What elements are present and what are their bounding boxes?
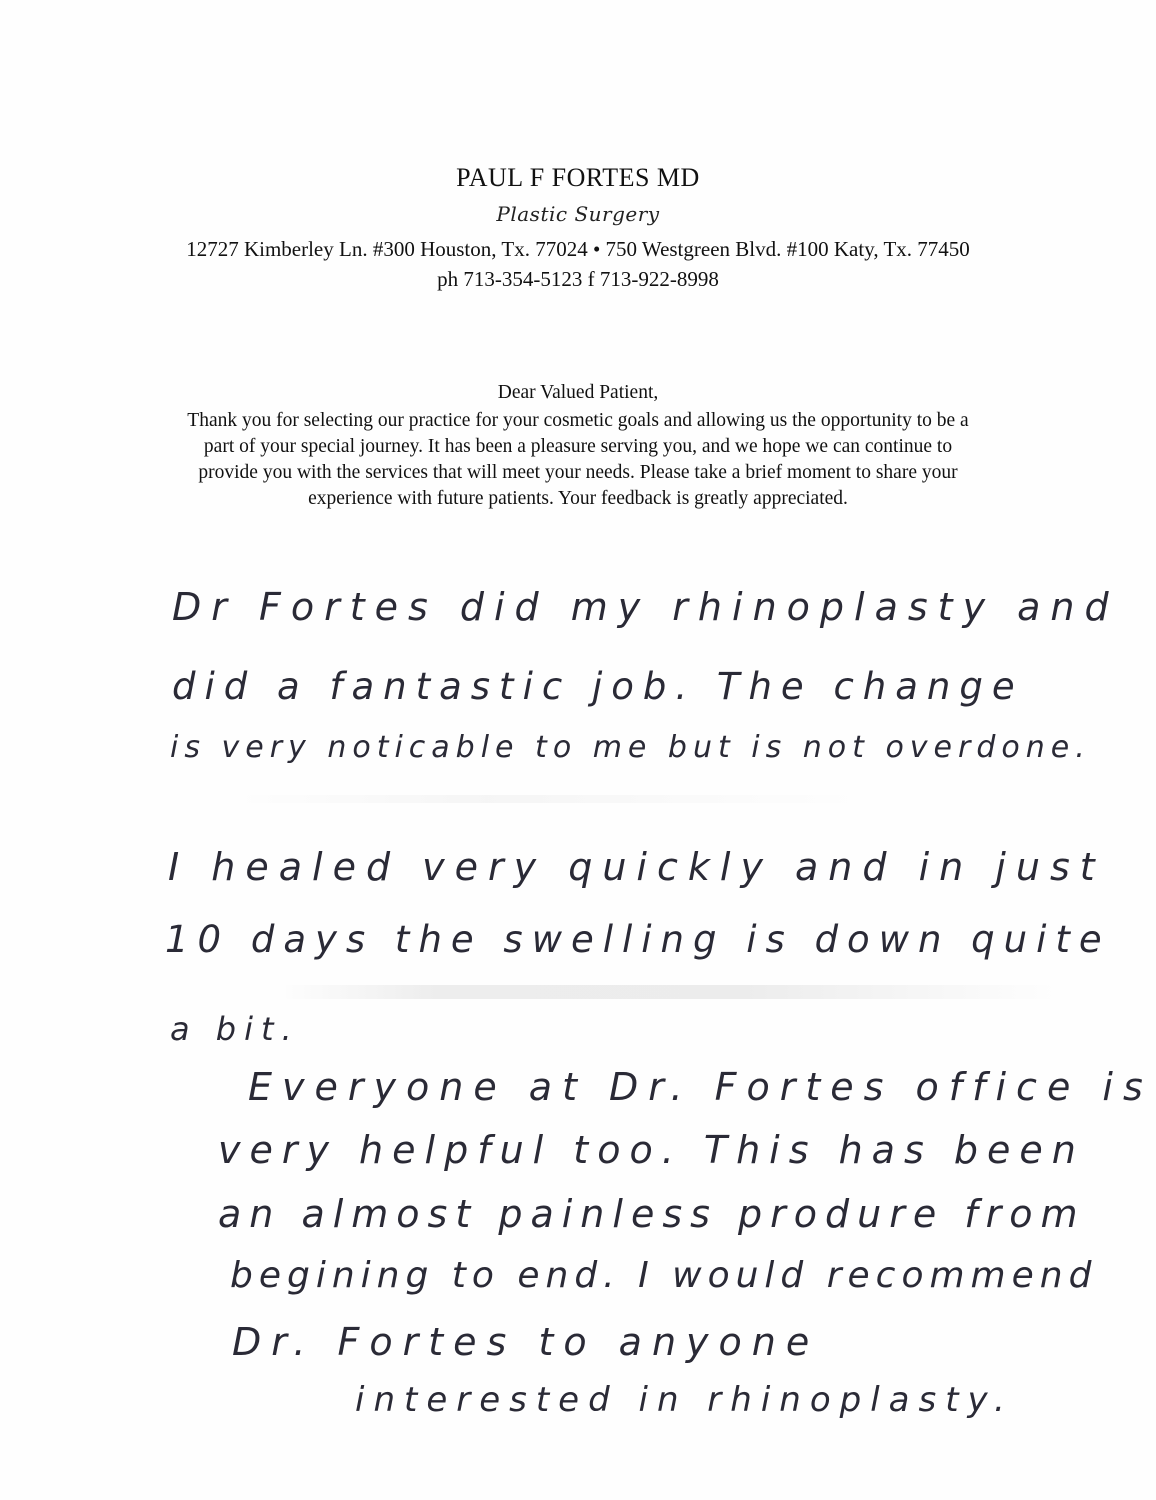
intro-line: Thank you for selecting our practice for your cosmetic goals and allowing us the opportunity to be a <box>187 410 969 431</box>
handwritten-line: very helpful too. This has been <box>218 1128 1085 1172</box>
handwritten-line: is very noticable to me but is not overdone. <box>170 730 1091 765</box>
intro-line: part of your special journey. It has been a pleasure serving you, and we hope we can continue to <box>203 436 953 457</box>
specialty-script: Plastic Surgery <box>496 202 660 226</box>
handwritten-line: I healed very quickly and in just <box>168 845 1105 889</box>
greeting: Dear Valued Patient, <box>497 382 659 403</box>
handwritten-line: interested in rhinoplasty. <box>355 1380 1014 1420</box>
intro-line: provide you with the services that will meet your needs. Please take a brief moment to share your <box>198 462 958 483</box>
handwritten-line: Dr. Fortes to anyone <box>232 1320 820 1364</box>
doctor-name: PAUL F FORTES MD <box>456 163 700 192</box>
handwritten-line: did a fantastic job. The change <box>172 665 1024 708</box>
office-addresses: 12727 Kimberley Ln. #300 Houston, Tx. 77024 • 750 Westgreen Blvd. #100 Katy, Tx. 77450 <box>186 237 970 261</box>
handwritten-line: begining to end. I would recommend <box>230 1255 1098 1296</box>
handwritten-line: 10 days the swelling is down quite <box>165 918 1111 961</box>
handwritten-line: a bit. <box>170 1010 300 1048</box>
handwritten-line: an almost painless produre from <box>218 1192 1086 1236</box>
intro-line: experience with future patients. Your feedback is greatly appreciated. <box>308 488 848 509</box>
handwritten-line: Everyone at Dr. Fortes office is <box>248 1065 1153 1109</box>
handwritten-line: Dr Fortes did my rhinoplasty and <box>172 585 1119 629</box>
phone-fax: ph 713-354-5123 f 713-922-8998 <box>437 267 719 291</box>
